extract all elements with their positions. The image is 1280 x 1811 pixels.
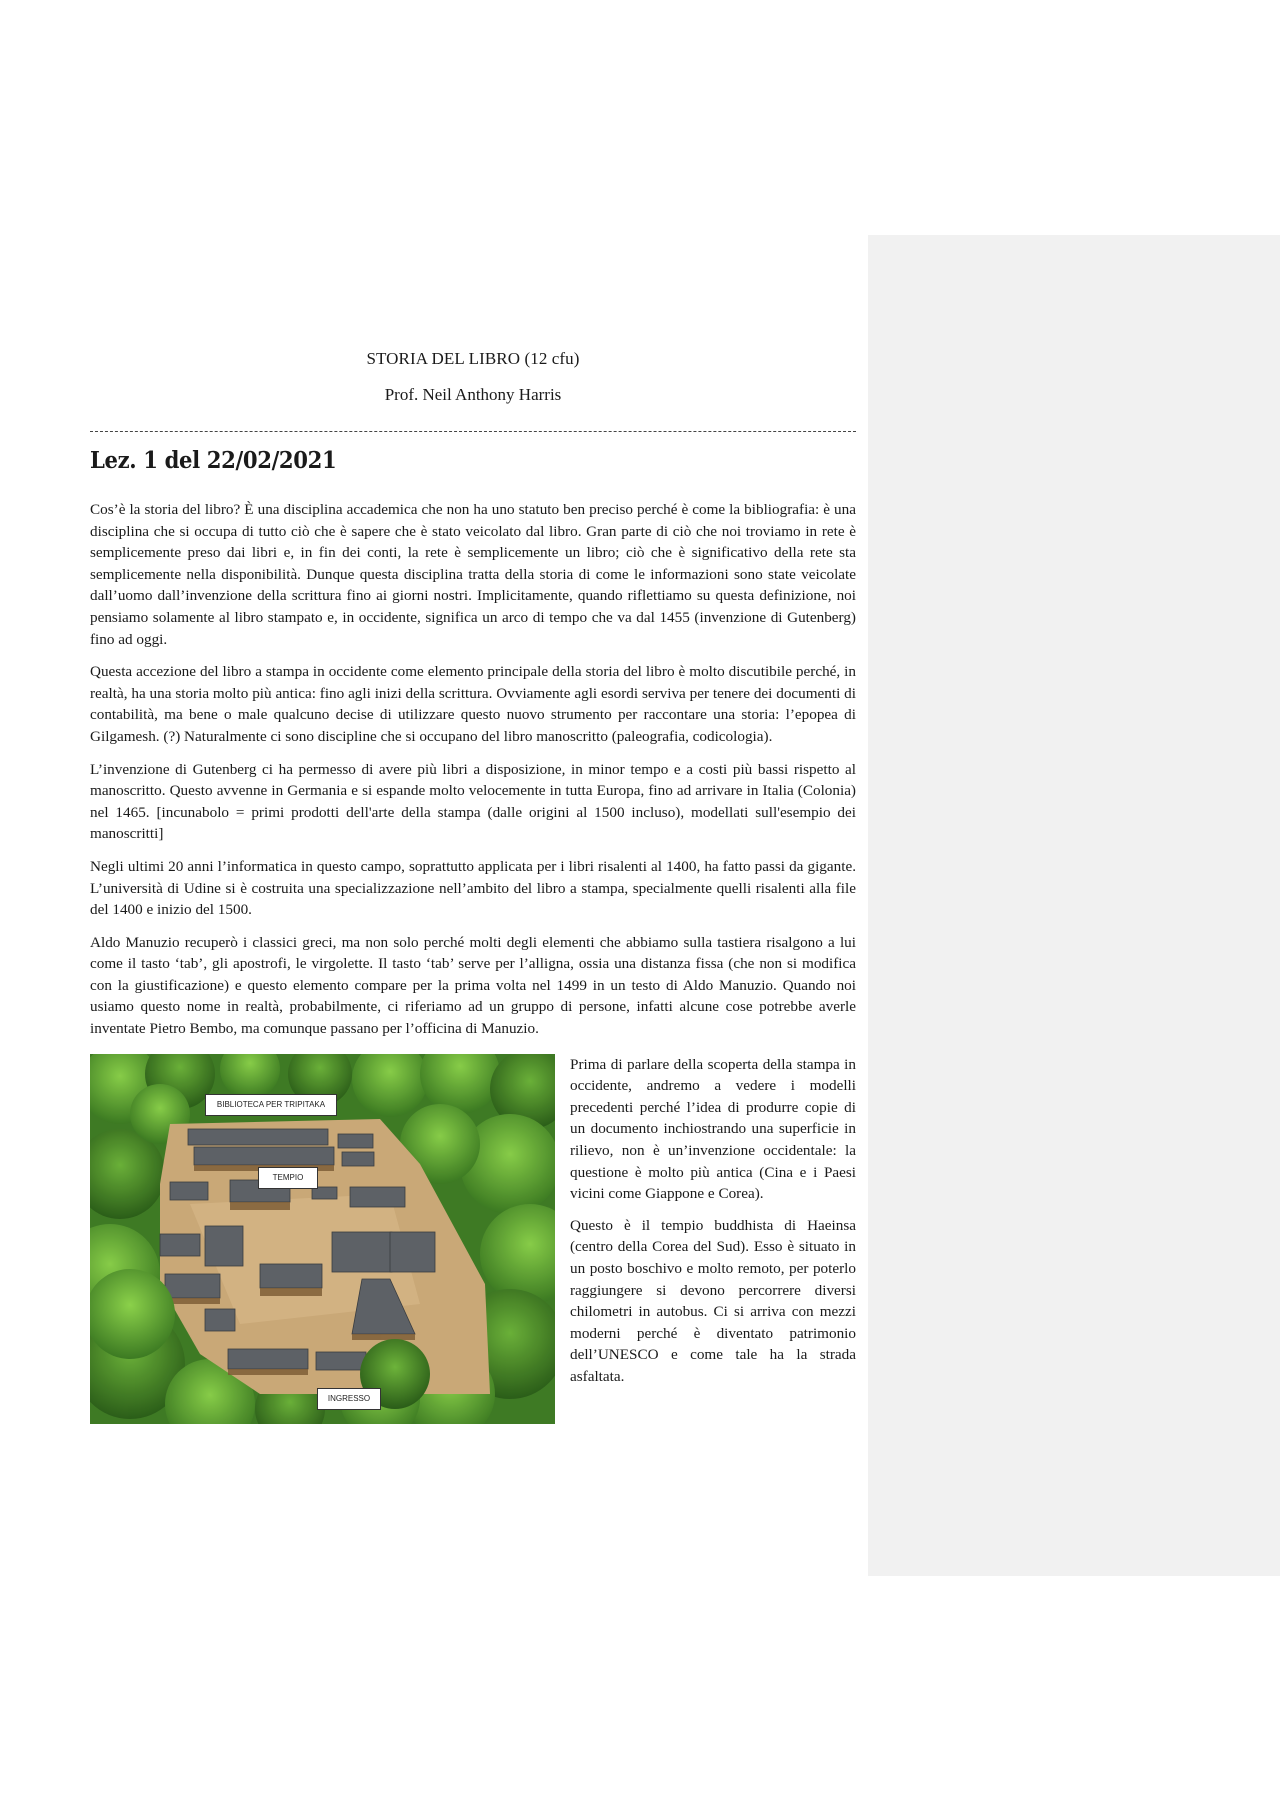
paragraph-haeinsa: Questo è il tempio buddhista di Haeinsa (centro della Corea del Sud). Esso è situato in un posto boschivo e molto remoto, per poterlo raggiungere si devono percorrere diversi chilometri in autobus. Ci si arriva con mezzi moderni perché è diventato patrimonio dell’UNESCO e come tale ha la strada asfaltata. xyxy=(570,1216,856,1385)
figure-side-text xyxy=(570,1054,856,1388)
paragraph-informatica: Negli ultimi 20 anni l’informatica in questo campo, soprattutto applicata per i libri risalenti al 1400, ha fatto passi da gigante. L’università di Udine si è costruita una specializzazione nell’ambito del libro a stampa, specialmente quelli risalenti alla file del 1400 e inizio del 1500. xyxy=(90,857,856,919)
figure-row xyxy=(90,1054,856,1426)
document-subtitle: Prof. Neil Anthony Harris xyxy=(384,385,562,404)
paragraph-accezione: Questa accezione del libro a stampa in occidente come elemento principale della storia del libro è molto discutibile perché, in realtà, ha una storia molto più antica: fino agli inizi della scrittura. Ovviamente agli esordi serviva per tenere dei documenti di contabilità, ma bene o male qualcuno decise di utilizzare questo nuovo strumento per raccontare una storia: l’epopea di Gilgamesh. (?) Naturalmente ci sono discipline che si occupano del libro manoscritto (paleografia, codicologia). xyxy=(90,663,856,745)
document-page xyxy=(90,345,856,1426)
separator-line xyxy=(90,419,856,439)
label-library: BIBLIOTECA PER TRIPITAKA xyxy=(205,1094,337,1116)
label-entrance: INGRESSO xyxy=(317,1388,381,1410)
haeinsa-temple-photo xyxy=(90,1054,555,1424)
paragraph-gutenberg: L’invenzione di Gutenberg ci ha permesso di avere più libri a disposizione, in minor tempo e a costi più bassi rispetto al manoscritto. Questo avvenne in Germania e si espande molto velocemente in tutta Europa, fino ad arrivare in Italia (Colonia) nel 1465. [incunabolo = primi prodotti dell'arte della stampa (dalle origini al 1500 incluso), modellati sull'esempio dei manoscritti] xyxy=(90,760,856,843)
comment-margin-pane xyxy=(868,235,1280,1576)
paragraph-prima-di-parlare: Prima di parlare della scoperta della stampa in occidente, andremo a vedere i modelli precedenti perché l’idea di produrre copie di un documento inchiostrando una superficie in rilievo, non è un’invenzione occidentale: la questione è molto più antica (Cina e i Paesi vicini come Giappone e Corea). xyxy=(570,1055,856,1203)
label-temple: TEMPIO xyxy=(258,1167,318,1189)
paragraph-intro: Cos’è la storia del libro? È una disciplina accademica che non ha uno statuto ben preciso perché è come la bibliografia: è una disciplina che si occupa di tutto ciò che è sapere che è stato veicolato dal libro. Gran parte di ciò che noi troviamo in rete è semplicemente preso dai libri e, in fin dei conti, la rete è semplicemente un libro; ciò che è significativo della rete sta semplicemente nella disponibilità. Dunque questa disciplina tratta della storia di come le informazioni sono state veicolate dall’uomo dall’invenzione della scrittura fino ai giorni nostri. Implicitamente, quando riflettiamo su questa definizione, noi pensiamo solamente al libro stampato e, in occidente, significa un arco di tempo che va dal 1455 (invenzione di Gutenberg) fino ad oggi. xyxy=(90,501,856,648)
lesson-heading: Lez. 1 del 22/02/2021 xyxy=(90,447,337,474)
document-title: STORIA DEL LIBRO (12 cfu) xyxy=(366,349,580,368)
paragraph-manuzio: Aldo Manuzio recuperò i classici greci, ma non solo perché molti degli elementi che abbiamo sulla tastiera risalgono a lui come il tasto ‘tab’, gli apostrofi, le virgolette. Il tasto ‘tab’ serve per l’alligna, ossia una distanza fissa (che non si modifica con la giustificazione) e questo elemento compare per la prima volta nel 1499 in un testo di Aldo Manuzio. Quando noi usiamo questo nome in realtà, probabilmente, ci riferiamo ad un gruppo di persone, infatti alcune cose potrebbe averle inventate Pietro Bembo, ma comunque passano per l’officina di Manuzio. xyxy=(90,933,856,1038)
